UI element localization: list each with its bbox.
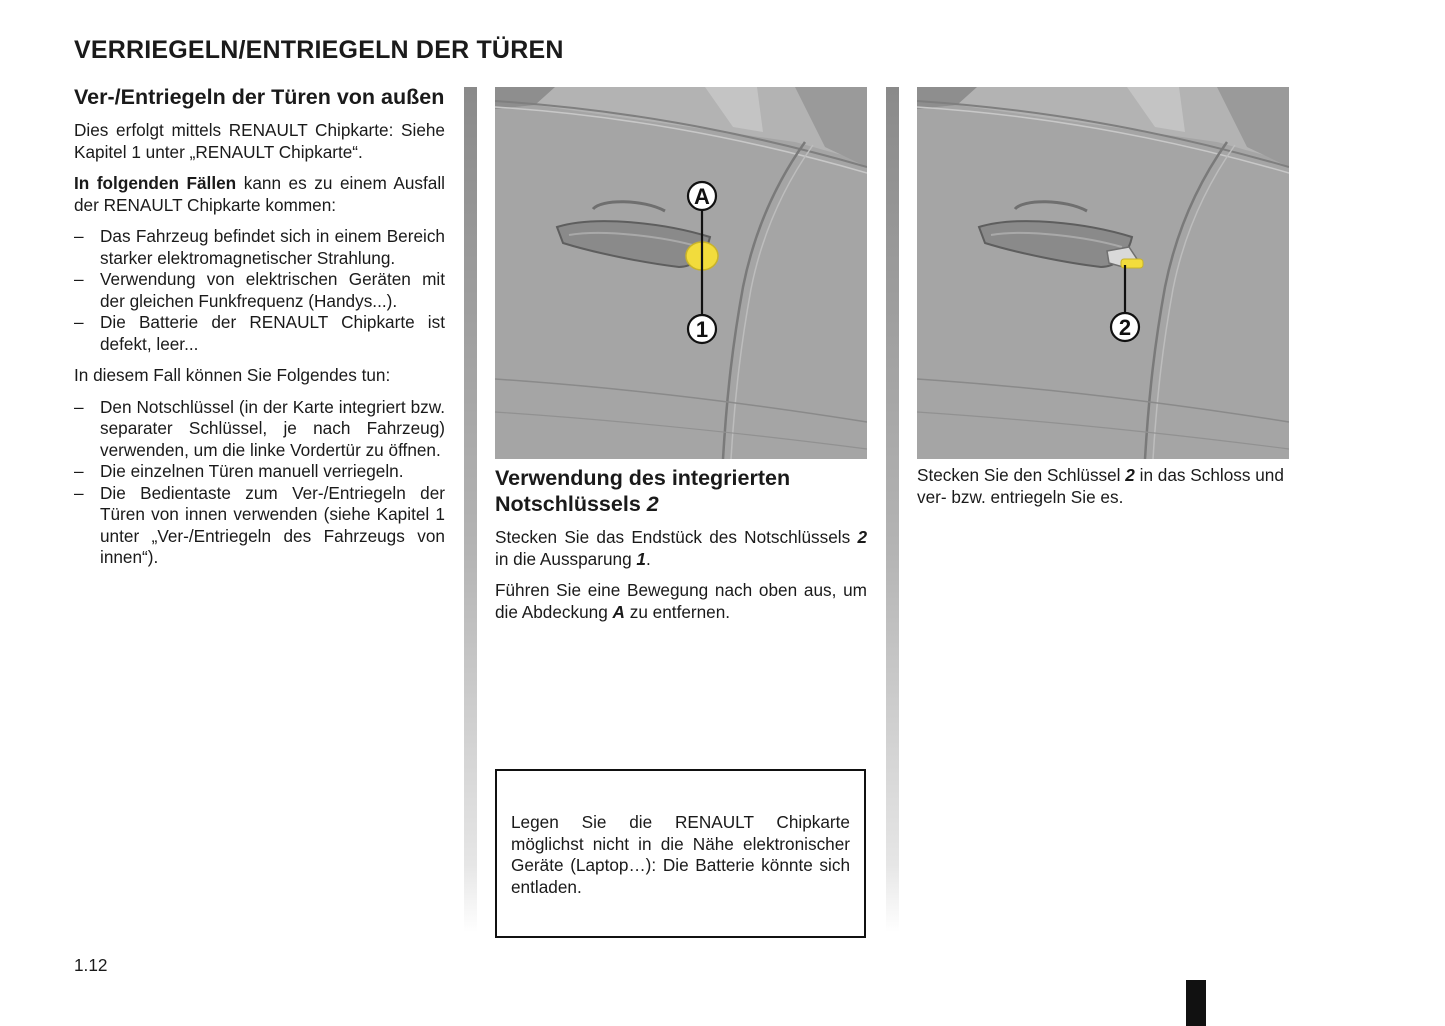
heading-text: Verwendung des integrierten Notschlüssels (495, 466, 791, 516)
text-run: in das Schloss und ver- bzw. entriegeln Sie es. (917, 465, 1284, 507)
cases-bold: In folgenden Fällen (74, 173, 237, 193)
section-heading-emergency-key (495, 465, 867, 517)
key-in-lock-illustration (917, 87, 1289, 459)
text-run: in die Aussparung (495, 548, 637, 569)
instruction-insert (495, 527, 867, 570)
door-handle-figure-key (917, 87, 1289, 459)
instruction-insert-key (917, 465, 1289, 508)
list-item: – Die einzelnen Türen manuell verriegeln. (74, 461, 445, 483)
list-item: – Die Bedientaste zum Ver-/Entriegeln der Türen von innen verwenden (siehe Kapitel 1 unter „Ver-/Entriegeln des Fahrzeugs von innen“). (74, 483, 445, 569)
section-heading-outside: Ver-/Entriegeln der Türen von außen (74, 85, 445, 109)
cases-rest: kann es zu einem Ausfall der RENAULT Chipkarte kommen: (74, 173, 445, 215)
list-item: – Das Fahrzeug befindet sich in einem Bereich starker elektromagnetischer Strahlung. (74, 226, 445, 269)
ref-number: 2 (1125, 465, 1135, 485)
text-run: Stecken Sie das Endstück des Notschlüssels (495, 527, 858, 547)
callout-label-a: A (694, 184, 710, 209)
text-run: . (645, 548, 651, 569)
door-handle-illustration (495, 87, 867, 459)
ref-letter: A (612, 601, 625, 622)
chapter-edge-tab (1186, 980, 1206, 1026)
page-number: 1.12 (74, 955, 108, 975)
column-emergency-key (495, 465, 867, 633)
list-item: – Den Notschlüssel (in der Karte integriert bzw. separater Schlüssel, je nach Fahrzeug) verwenden, um die linke Vordertür zu öffnen. (74, 397, 445, 462)
column-outside-locking (74, 84, 445, 579)
cases-paragraph (74, 173, 445, 216)
heading-number: 2 (646, 492, 659, 516)
text-run: Führen Sie eine Bewegung nach oben aus, um die Abdeckung (495, 580, 867, 622)
callout-label-1: 1 (695, 317, 709, 342)
ref-number: 2 (857, 527, 867, 547)
text-run: Stecken Sie den Schlüssel (917, 465, 1126, 485)
instruction-remove-cover (495, 580, 867, 623)
intro-paragraph: Dies erfolgt mittels RENAULT Chipkarte: Siehe Kapitel 1 unter „RENAULT Chipkarte“. (74, 120, 445, 162)
column-separator (464, 87, 477, 932)
callout-label-2: 2 (1118, 315, 1132, 340)
door-handle-figure-cover (495, 87, 867, 459)
list-item: – Verwendung von elektrischen Geräten mit der gleichen Funkfrequenz (Handys...). (74, 269, 445, 312)
page-title: VERRIEGELN/ENTRIEGELN DER TÜREN (74, 36, 564, 64)
ref-number: 1 (636, 548, 646, 569)
list-item: – Die Batterie der RENAULT Chipkarte ist defekt, leer... (74, 312, 445, 355)
remedy-intro: In diesem Fall können Sie Folgendes tun: (74, 365, 391, 385)
note-text: Legen Sie die RENAULT Chipkarte möglichst nicht in die Nähe elektronischer Geräte (Laptop…): Die Batterie könnte sich entladen. (511, 812, 850, 897)
column-key-in-lock (917, 465, 1289, 518)
column-separator (886, 87, 899, 932)
text-run: zu entfernen. (624, 601, 731, 622)
remedies-list (74, 397, 445, 569)
note-box (495, 769, 866, 938)
causes-list (74, 226, 445, 355)
